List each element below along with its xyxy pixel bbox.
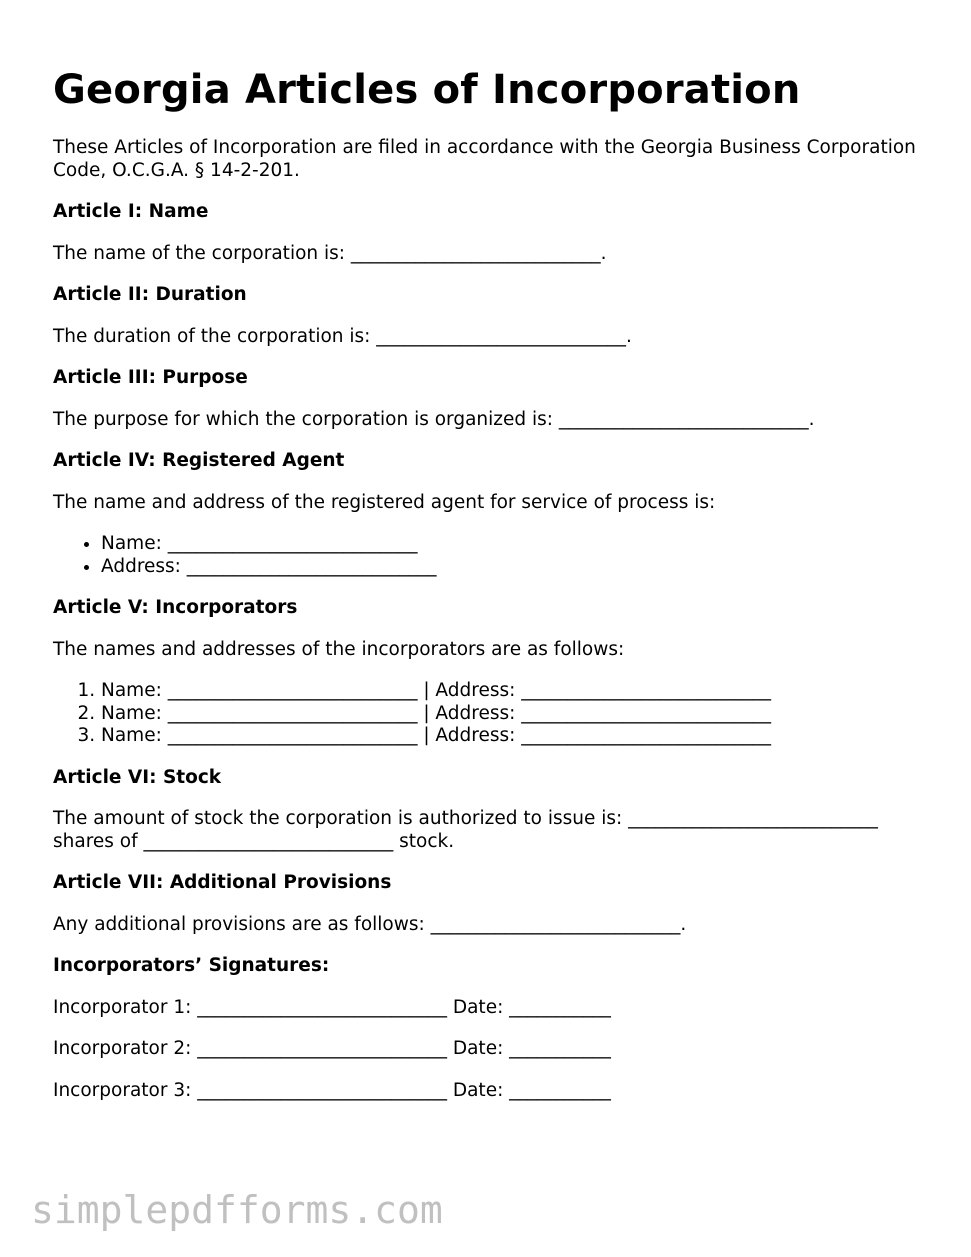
incorporators-list — [53, 680, 933, 748]
incorporator-item: 3. Name: ___________________________ | Address: ___________________________ — [101, 725, 933, 748]
signatures-heading: Incorporators’ Signatures: — [53, 955, 330, 976]
article-5-text: The names and addresses of the incorporators are as follows: — [53, 638, 625, 660]
agent-address-item: • Address: ___________________________ — [101, 556, 933, 579]
incorporator-item: 2. Name: ___________________________ | Address: ___________________________ — [101, 703, 933, 726]
article-3-heading: Article III: Purpose — [53, 367, 248, 388]
signature-line-1: Incorporator 1: ___________________________ Date: ___________ — [53, 996, 611, 1018]
article-1-heading: Article I: Name — [53, 201, 209, 222]
registered-agent-list — [53, 533, 933, 578]
article-2-heading: Article II: Duration — [53, 284, 247, 305]
agent-name-item: • Name: ___________________________ — [101, 533, 933, 556]
article-6-text: The amount of stock the corporation is authorized to issue is: ___________________________ shares of ___________________________ stock. — [53, 808, 878, 852]
article-7-heading: Article VII: Additional Provisions — [53, 872, 392, 893]
article-4-text: The name and address of the registered agent for service of process is: — [53, 491, 716, 513]
article-4-heading: Article IV: Registered Agent — [53, 450, 345, 471]
signature-line-2: Incorporator 2: ___________________________ Date: ___________ — [53, 1038, 611, 1059]
incorporator-item: 1. Name: ___________________________ | Address: ___________________________ — [101, 680, 933, 703]
signature-line-3: Incorporator 3: ___________________________ Date: ___________ — [53, 1079, 611, 1101]
article-1-text: The name of the corporation is: ___________________________. — [53, 242, 607, 264]
article-7-text: Any additional provisions are as follows: ___________________________. — [53, 913, 687, 935]
article-3-text: The purpose for which the corporation is organized is: ___________________________. — [53, 408, 815, 430]
watermark-text: simplepdfforms.com — [31, 1188, 443, 1232]
intro-paragraph: These Articles of Incorporation are filed in accordance with the Georgia Business Corporation Code, O.C.G.A. § 14-2-201. — [53, 137, 916, 181]
document-page — [53, 62, 933, 1121]
article-2-text: The duration of the corporation is: ___________________________. — [53, 325, 632, 347]
article-5-heading: Article V: Incorporators — [53, 597, 298, 618]
document-title: Georgia Articles of Incorporation — [53, 67, 801, 113]
article-6-heading: Article VI: Stock — [53, 766, 222, 788]
